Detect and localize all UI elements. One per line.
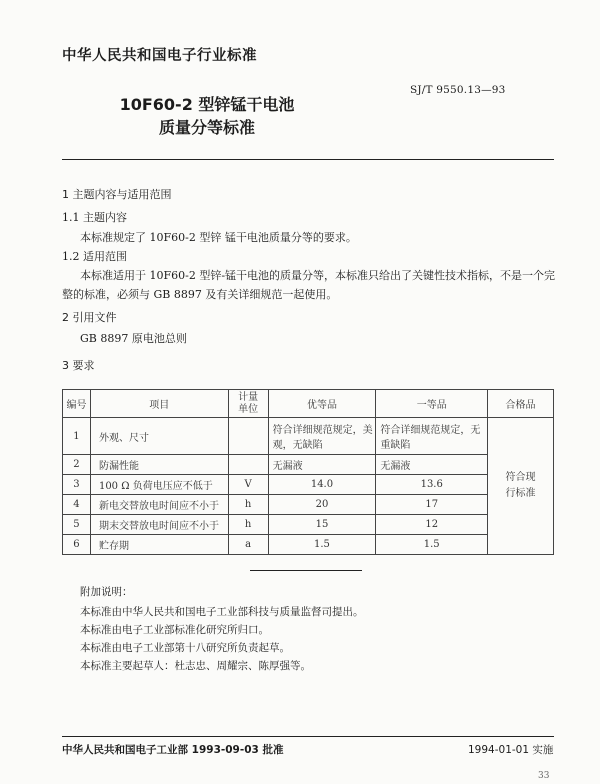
table-row [63,455,554,475]
section-1-heading: 1 主题内容与适用范围 [62,188,172,201]
note-line: 本标准由电子工业部标准化研究所归口。 [80,624,269,636]
table-row [63,535,554,555]
header-item: 项目 [90,390,228,418]
header-no: 编号 [63,390,91,418]
table-header-row [63,390,554,418]
row-second-grade: 1.5 [376,535,488,555]
document-subtitle: 质量分等标准 [158,118,255,137]
row-second-grade: 符合详细规范规定，无重缺陷 [376,418,488,455]
row-item: 外观、尺寸 [90,418,228,455]
header-rule [62,159,554,160]
row-first-grade: 符合详细规范规定，美观，无缺陷 [268,418,376,455]
footer-rule [62,736,554,737]
section-1-1-text: 本标准规定了 10F60-2 型锌 锰干电池质量分等的要求。 [80,231,357,244]
row-unit: h [228,515,268,535]
row-unit [228,455,268,475]
section-3-heading: 3 要求 [62,359,95,372]
table-end-rule [250,570,362,571]
section-1-1-heading: 1.1 主题内容 [62,211,127,224]
row-unit: a [228,535,268,555]
table-row [63,475,554,495]
table-row [63,495,554,515]
row-item: 防漏性能 [90,455,228,475]
requirements-table [62,389,554,555]
row-no: 4 [63,495,91,515]
header-qualified: 合格品 [488,390,554,418]
note-line: 本标准由电子工业部第十八研究所负责起草。 [80,642,290,654]
row-second-grade: 12 [376,515,488,535]
note-line: 本标准由中华人民共和国电子工业部科技与质量监督司提出。 [80,606,364,618]
row-first-grade: 14.0 [268,475,376,495]
row-item: 贮存期 [90,535,228,555]
row-item: 新电交替放电时间应不小于 [90,495,228,515]
row-no: 1 [63,418,91,455]
header-second-grade: 一等品 [376,390,488,418]
row-second-grade: 无漏液 [376,455,488,475]
row-unit: V [228,475,268,495]
row-item: 100 Ω 负荷电压应不低于 [90,475,228,495]
page-number: 33 [538,771,550,781]
row-first-grade: 无漏液 [268,455,376,475]
row-second-grade: 13.6 [376,475,488,495]
row-no: 6 [63,535,91,555]
approval-date: 中华人民共和国电子工业部 1993-09-03 批准 [62,744,284,756]
row-unit: h [228,495,268,515]
row-second-grade: 17 [376,495,488,515]
issuing-authority: 中华人民共和国电子行业标准 [62,48,257,64]
table-row [63,418,554,455]
note-line: 本标准主要起草人：杜志忠、周耀宗、陈厚强等。 [80,660,311,672]
row-first-grade: 15 [268,515,376,535]
row-no: 3 [63,475,91,495]
qualified-grade-cell: 符合现 行标准 [488,418,554,555]
section-1-2-text-2: 整的标准，必须与 GB 8897 及有关详细规范一起使用。 [62,288,338,301]
row-item: 期末交替放电时间应不小于 [90,515,228,535]
standard-number: SJ/T 9550.13—93 [410,84,506,96]
reference-document: GB 8897 原电池总则 [80,332,187,345]
document-title: 10F60-2 型锌锰干电池 [119,95,295,114]
header-unit: 计量 单位 [228,390,268,418]
section-1-2-text-1: 本标准适用于 10F60-2 型锌-锰干电池的质量分等，本标准只给出了关键性技术指标，不是一个完 [80,269,556,282]
section-1-2-heading: 1.2 适用范围 [62,250,127,263]
header-first-grade: 优等品 [268,390,376,418]
row-first-grade: 1.5 [268,535,376,555]
table-row [63,515,554,535]
row-no: 5 [63,515,91,535]
row-first-grade: 20 [268,495,376,515]
effective-date: 1994-01-01 实施 [468,744,554,756]
section-2-heading: 2 引用文件 [62,311,117,324]
row-no: 2 [63,455,91,475]
row-unit [228,418,268,455]
notes-title: 附加说明： [80,586,133,598]
